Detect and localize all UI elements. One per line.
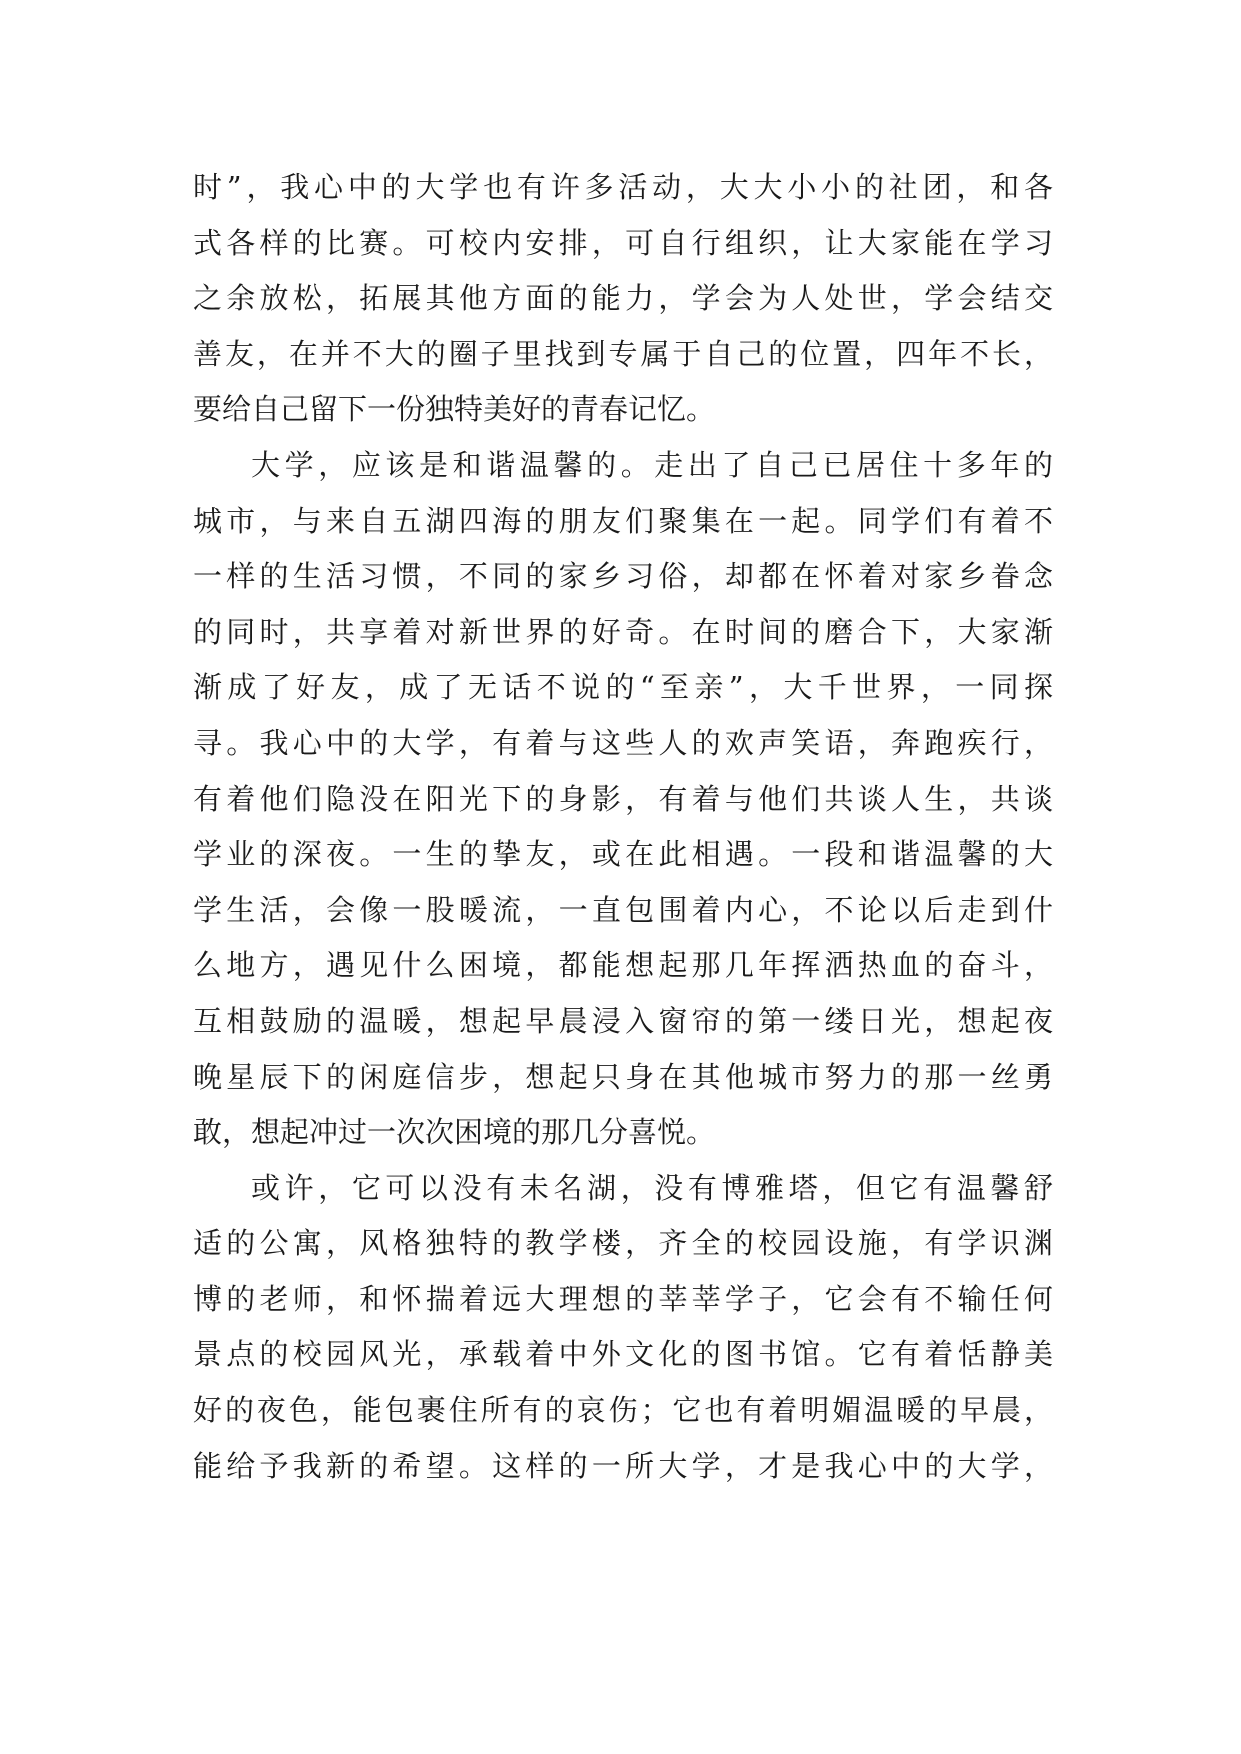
text-line: 的同时，共享着对新世界的好奇。在时间的磨合下，大家渐 [193, 614, 1053, 649]
text-line: 学业的深夜。一生的挚友，或在此相遇。一段和谐温馨的大 [193, 837, 1053, 872]
text-line: 渐成了好友，成了无话不说的“至亲”，大千世界，一同探 [193, 670, 1053, 705]
text-line: 寻。我心中的大学，有着与这些人的欢声笑语，奔跑疾行， [193, 725, 1053, 760]
text-line: 能给予我新的希望。这样的一所大学，才是我心中的大学， [193, 1448, 1053, 1483]
text-line: 适的公寓，风格独特的教学楼，齐全的校园设施，有学识渊 [193, 1226, 1053, 1261]
text-line: 或许，它可以没有未名湖，没有博雅塔，但它有温馨舒 [251, 1170, 1053, 1205]
text-line: 式各样的比赛。可校内安排，可自行组织，让大家能在学习 [193, 225, 1053, 260]
text-line: 互相鼓励的温暖，想起早晨浸入窗帘的第一缕日光，想起夜 [193, 1003, 1053, 1038]
text-line: 大学，应该是和谐温馨的。走出了自己已居住十多年的 [251, 447, 1053, 482]
text-line: 城市，与来自五湖四海的朋友们聚集在一起。同学们有着不 [193, 503, 1053, 538]
text-line: 一样的生活习惯，不同的家乡习俗，却都在怀着对家乡眷念 [193, 559, 1053, 594]
text-line: 么地方，遇见什么困境，都能想起那几年挥洒热血的奋斗， [193, 948, 1053, 983]
text-line: 晚星辰下的闲庭信步，想起只身在其他城市努力的那一丝勇 [193, 1059, 1053, 1094]
text-line: 学生活，会像一股暖流，一直包围着内心，不论以后走到什 [193, 892, 1053, 927]
text-line: 有着他们隐没在阳光下的身影，有着与他们共谈人生，共谈 [193, 781, 1053, 816]
body-text [193, 160, 1053, 1494]
text-line: 要给自己留下一份独特美好的青春记忆。 [193, 392, 716, 427]
paragraph [193, 160, 1053, 438]
text-line: 善友，在并不大的圈子里找到专属于自己的位置，四年不长， [193, 336, 1053, 371]
text-line: 博的老师，和怀揣着远大理想的莘莘学子，它会有不输任何 [193, 1281, 1053, 1316]
paragraph [193, 438, 1053, 1161]
text-line: 时”，我心中的大学也有许多活动，大大小小的社团，和各 [193, 170, 1053, 204]
paragraph [193, 1161, 1053, 1495]
text-line: 之余放松，拓展其他方面的能力，学会为人处世，学会结交 [193, 281, 1053, 316]
text-line: 敢，想起冲过一次次困境的那几分喜悦。 [193, 1115, 716, 1150]
text-line: 好的夜色，能包裹住所有的哀伤；它也有着明媚温暖的早晨， [193, 1393, 1053, 1428]
text-line: 景点的校园风光，承载着中外文化的图书馆。它有着恬静美 [193, 1337, 1053, 1372]
